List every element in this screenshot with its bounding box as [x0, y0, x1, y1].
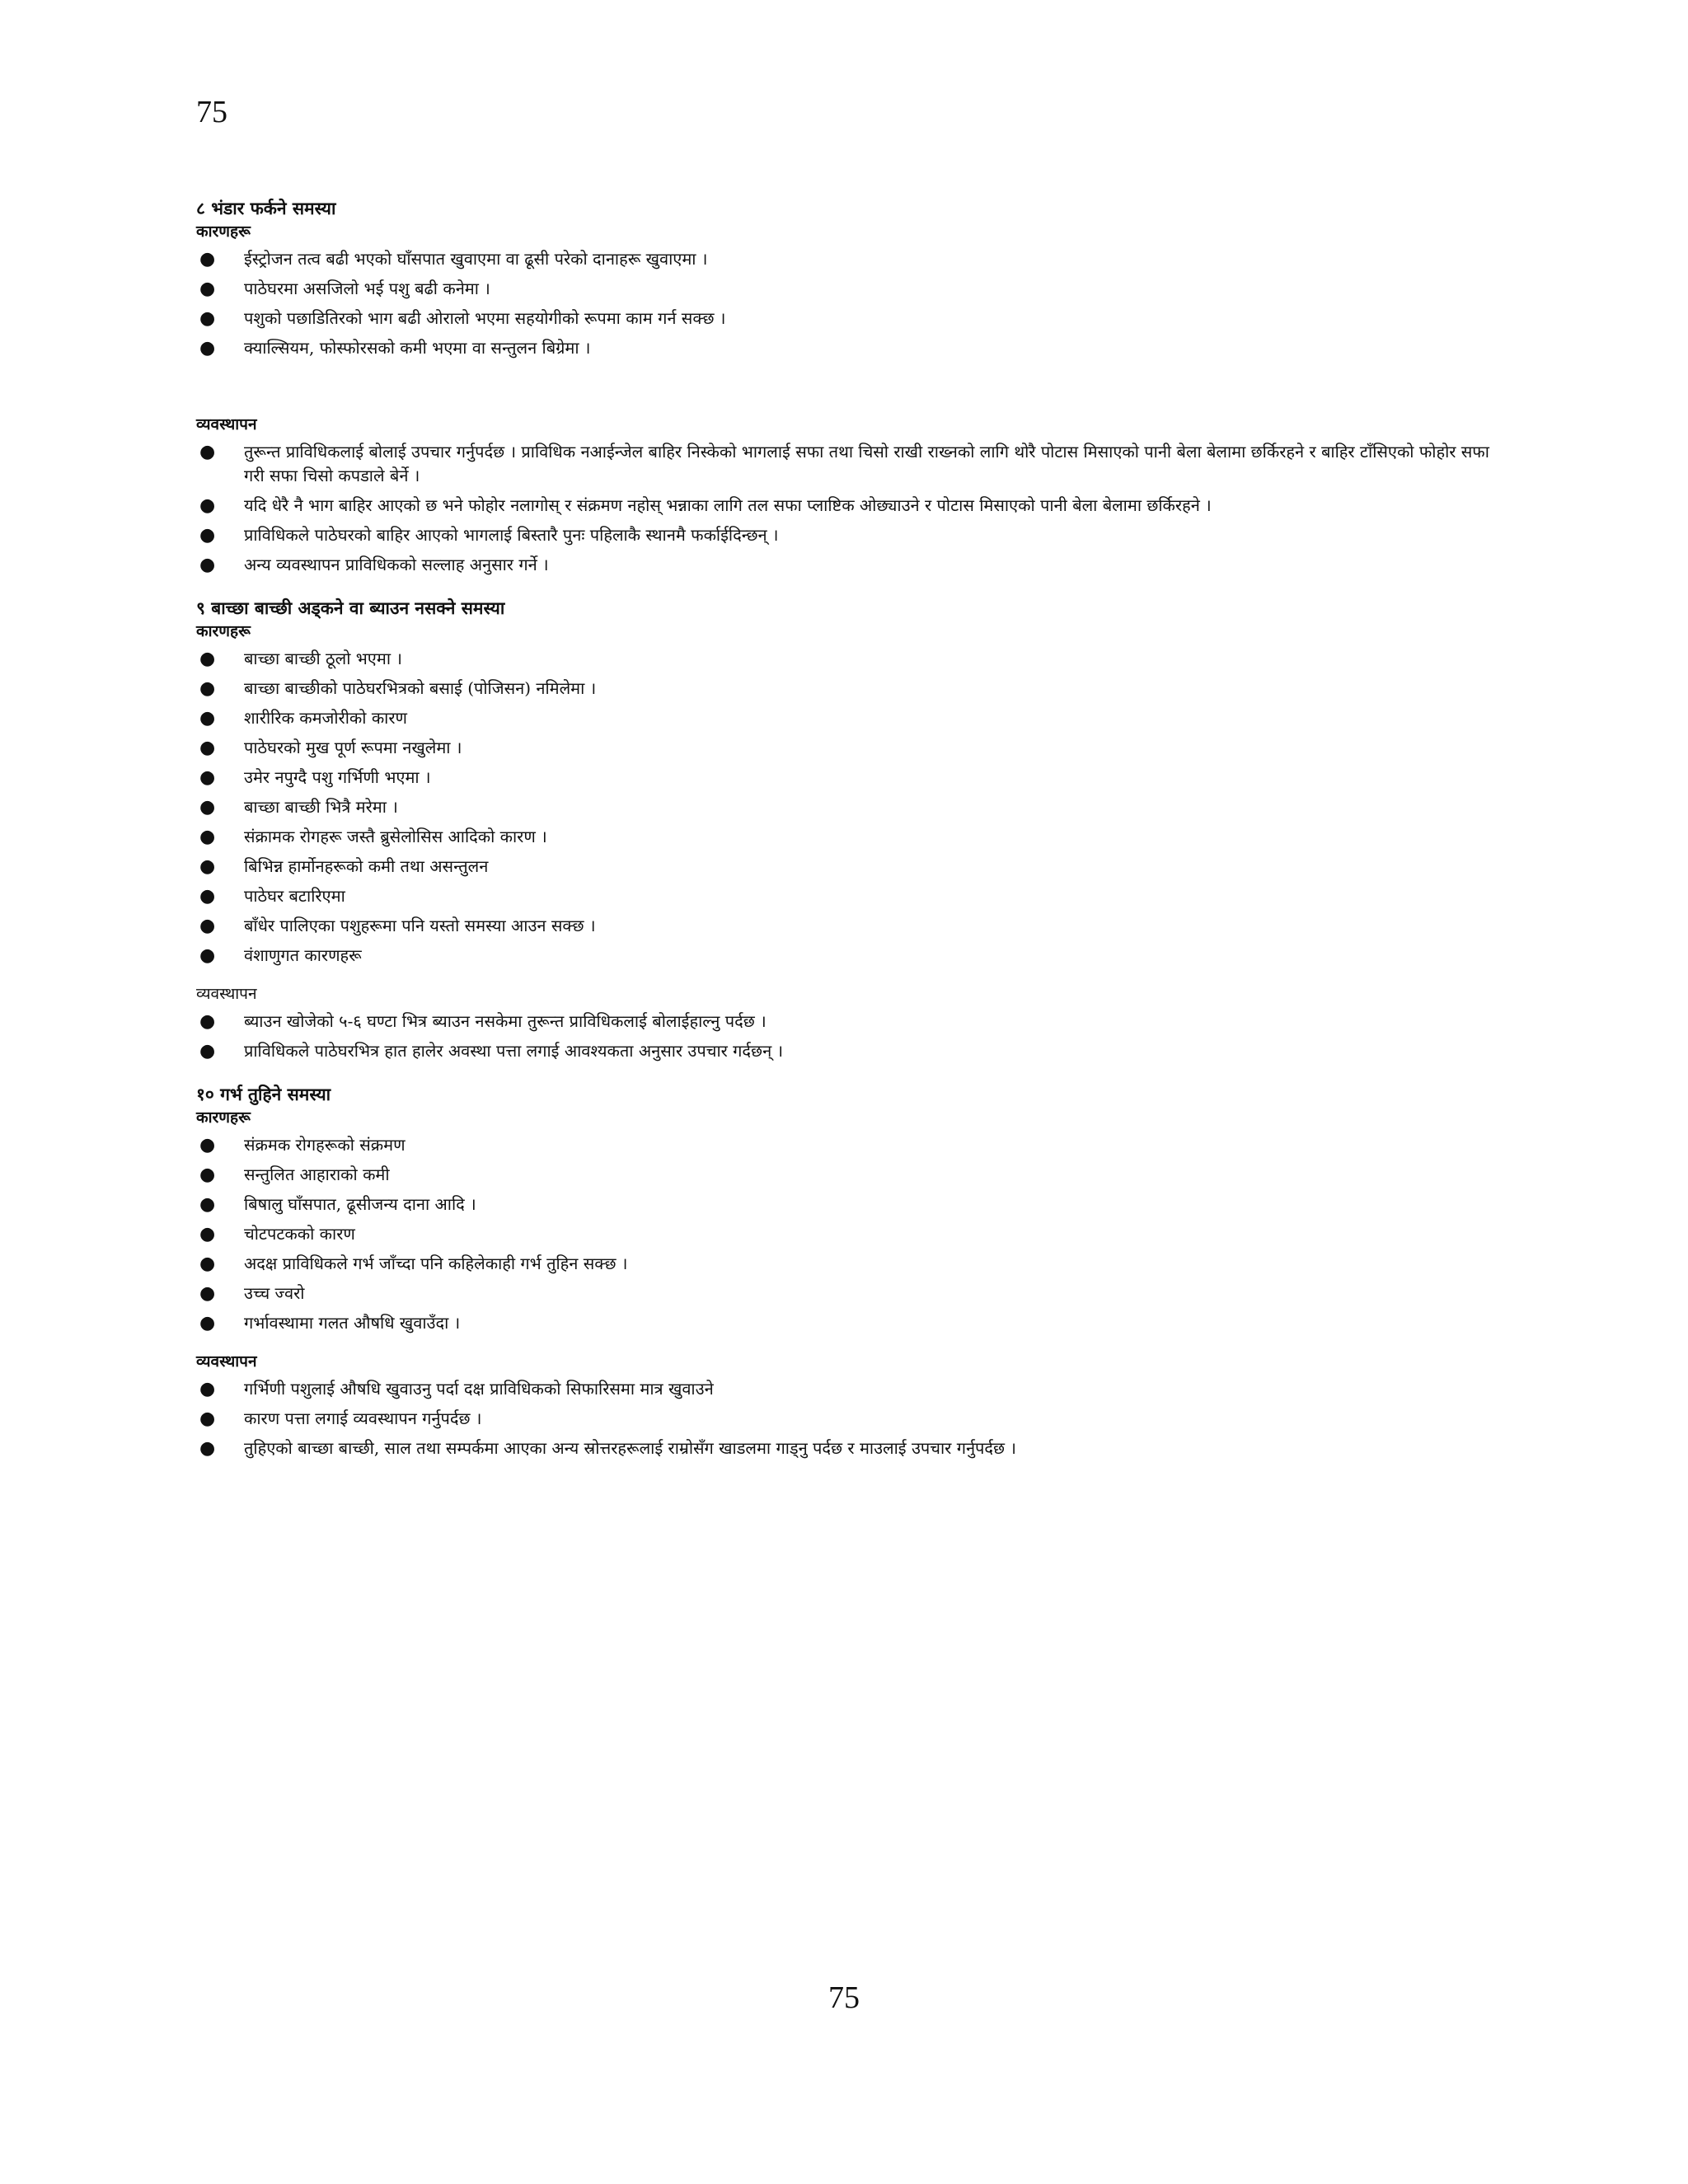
section-9: [196, 596, 1498, 1063]
causes-list: [196, 247, 1498, 360]
list-item: ● वंशाणुगत कारणहरू: [199, 945, 362, 966]
section-8: [196, 196, 1498, 577]
causes-heading: कारणहरू: [196, 622, 251, 640]
bullet-icon: ●: [199, 495, 216, 516]
bullet-icon: ●: [199, 1041, 216, 1062]
bullet-icon: ●: [199, 525, 216, 546]
causes-heading: कारणहरू: [196, 1108, 251, 1127]
list-item: ● अन्य व्यवस्थापन प्राविधिकको सल्लाह अनुसार गर्ने ।: [199, 555, 549, 575]
management-list: [196, 440, 1498, 577]
list-item: ● बिषालु घाँसपात, ढूसीजन्य दाना आदि ।: [199, 1194, 476, 1215]
bullet-icon: ●: [199, 1408, 216, 1429]
page-number-top: 75: [196, 95, 227, 129]
list-item: ● पाठेघरमा असजिलो भई पशु बढी कनेमा ।: [199, 279, 490, 299]
list-item: ● उमेर नपुग्दै पशु गर्भिणी भएमा ।: [199, 767, 431, 788]
list-item: ● पाठेघरको मुख पूर्ण रूपमा नखुलेमा ।: [199, 738, 462, 758]
list-item: ● अदक्ष प्राविधिकले गर्भ जाँच्दा पनि कहिलेकाही गर्भ तुहिन सक्छ ।: [199, 1254, 628, 1274]
list-item: ● संक्रमक रोगहरूको संक्रमण: [199, 1135, 406, 1155]
bullet-icon: ●: [199, 945, 216, 966]
list-item: ● ईस्ट्रोजन तत्व बढी भएको घाँसपात खुवाएमा वा ढूसी परेको दानाहरू खुवाएमा ।: [199, 249, 708, 269]
page-number-bottom: 75: [828, 1980, 860, 2015]
list-item: ● क्याल्सियम, फोस्फोरसको कमी भएमा वा सन्तुलन बिग्रेमा ।: [199, 338, 591, 359]
bullet-icon: ●: [199, 1254, 216, 1274]
management-heading: व्यवस्थापन: [196, 415, 257, 434]
management-heading: व्यवस्थापन: [196, 1352, 257, 1371]
bullet-icon: ●: [199, 916, 216, 936]
list-item: ● सन्तुलित आहाराको कमी: [199, 1165, 390, 1185]
bullet-icon: ●: [199, 649, 216, 669]
management-list: [196, 1377, 1498, 1460]
management-list: [196, 1010, 1498, 1063]
bullet-icon: ●: [199, 856, 216, 877]
section-10: [196, 1082, 1498, 1460]
bullet-icon: ●: [199, 678, 216, 699]
section-title: ९ बाच्छा बाच्छी अड्कने वा ब्याउन नसक्ने समस्या: [196, 598, 505, 618]
bullet-icon: ●: [199, 1011, 216, 1032]
bullet-icon: ●: [199, 279, 216, 299]
bullet-icon: ●: [199, 1313, 216, 1333]
bullet-icon: ●: [199, 308, 216, 329]
bullet-icon: ●: [199, 249, 216, 269]
list-item: ● बाँधेर पालिएका पशुहरूमा पनि यस्तो समस्या आउन सक्छ ।: [199, 916, 596, 936]
bullet-icon: ●: [199, 1194, 216, 1215]
bullet-icon: ●: [199, 1224, 216, 1244]
list-item: ● संक्रामक रोगहरू जस्तै ब्रुसेलोसिस आदिको कारण ।: [199, 827, 547, 847]
causes-list: [196, 1133, 1498, 1335]
list-item: ● प्राविधिकले पाठेघरभित्र हात हालेर अवस्था पत्ता लगाई आवश्यकता अनुसार उपचार गर्दछन् ।: [199, 1041, 784, 1062]
bullet-icon: ●: [199, 555, 216, 575]
bullet-icon: ●: [199, 1135, 216, 1155]
list-item: ● बाच्छा बाच्छी ठूलो भएमा ।: [199, 649, 402, 669]
bullet-icon: ●: [199, 886, 216, 907]
list-item: ● प्राविधिकले पाठेघरको बाहिर आएको भागलाई बिस्तारै पुनः पहिलाकै स्थानमै फर्काईदिन्छन् ।: [199, 525, 779, 546]
list-item: ● कारण पत्ता लगाई व्यवस्थापन गर्नुपर्दछ ।: [199, 1408, 482, 1429]
list-item: ● पाठेघर बटारिएमा: [199, 886, 345, 907]
bullet-icon: ●: [199, 1165, 216, 1185]
management-heading: व्यवस्थापन: [196, 985, 257, 1003]
bullet-icon: ●: [199, 442, 216, 462]
bullet-icon: ●: [199, 738, 216, 758]
list-item: ● तुहिएको बाच्छा बाच्छी, साल तथा सम्पर्कमा आएका अन्य स्रोत्तरहरूलाई राम्रोसँग खाडलमा गाड्नु पर्दछ र माउलाई उपचार गर्नुपर्दछ ।: [199, 1438, 1016, 1459]
list-item: ● यदि धेरै नै भाग बाहिर आएको छ भने फोहोर नलागोस् र संक्रमण नहोस् भन्नाका लागि तल सफा प्लाष्टिक ओछ्याउने र पोटास मिसाएको पानी बेला बेलामा छर्किरहने ।: [199, 495, 1212, 516]
list-item: ● बाच्छा बाच्छीको पाठेघरभित्रको बसाई (पोजिसन) नमिलेमा ।: [199, 678, 597, 699]
list-item: ● गर्भावस्थामा गलत औषधि खुवाउँदा ।: [199, 1313, 461, 1333]
list-item: ● शारीरिक कमजोरीको कारण: [199, 708, 407, 729]
list-item: ● गर्भिणी पशुलाई औषधि खुवाउनु पर्दा दक्ष प्राविधिकको सिफारिसमा मात्र खुवाउने: [199, 1379, 714, 1399]
bullet-icon: ●: [199, 797, 216, 818]
bullet-icon: ●: [199, 1438, 216, 1459]
list-item: ● ब्याउन खोजेको ५-६ घण्टा भित्र ब्याउन नसकेमा तुरून्त प्राविधिकलाई बोलाईहाल्नु पर्दछ ।: [199, 1011, 767, 1032]
causes-heading: कारणहरू: [196, 223, 251, 241]
list-item: ● तुरून्त प्राविधिकलाई बोलाई उपचार गर्नुपर्दछ । प्राविधिक नआईन्जेल बाहिर निस्केको भागलाई सफा तथा चिसो राखी राख्नको लागि थोरै पोटास मिसाएको पानी बेला बेलामा छर्किरहने र बाहिर टाँसिएको फोहोर सफा गरी सफा चिसो कपडाले बेर्ने ।: [199, 442, 1489, 485]
section-title: ८ भंडार फर्कने समस्या: [196, 198, 336, 218]
bullet-icon: ●: [199, 827, 216, 847]
bullet-icon: ●: [199, 1379, 216, 1399]
bullet-icon: ●: [199, 708, 216, 729]
list-item: ● बाच्छा बाच्छी भित्रै मरेमा ।: [199, 797, 398, 818]
list-item: ● चोटपटकको कारण: [199, 1224, 355, 1244]
document-body: [196, 196, 1498, 1466]
section-title: १० गर्भ तुहिने समस्या: [196, 1084, 331, 1104]
list-item: ● बिभिन्न हार्मोनहरूको कमी तथा असन्तुलन: [199, 856, 489, 877]
bullet-icon: ●: [199, 338, 216, 359]
bullet-icon: ●: [199, 1283, 216, 1304]
list-item: ● पशुको पछाडितिरको भाग बढी ओरालो भएमा सहयोगीको रूपमा काम गर्न सक्छ ।: [199, 308, 726, 329]
list-item: ● उच्च ज्वरो: [199, 1283, 305, 1304]
causes-list: [196, 647, 1498, 968]
bullet-icon: ●: [199, 767, 216, 788]
